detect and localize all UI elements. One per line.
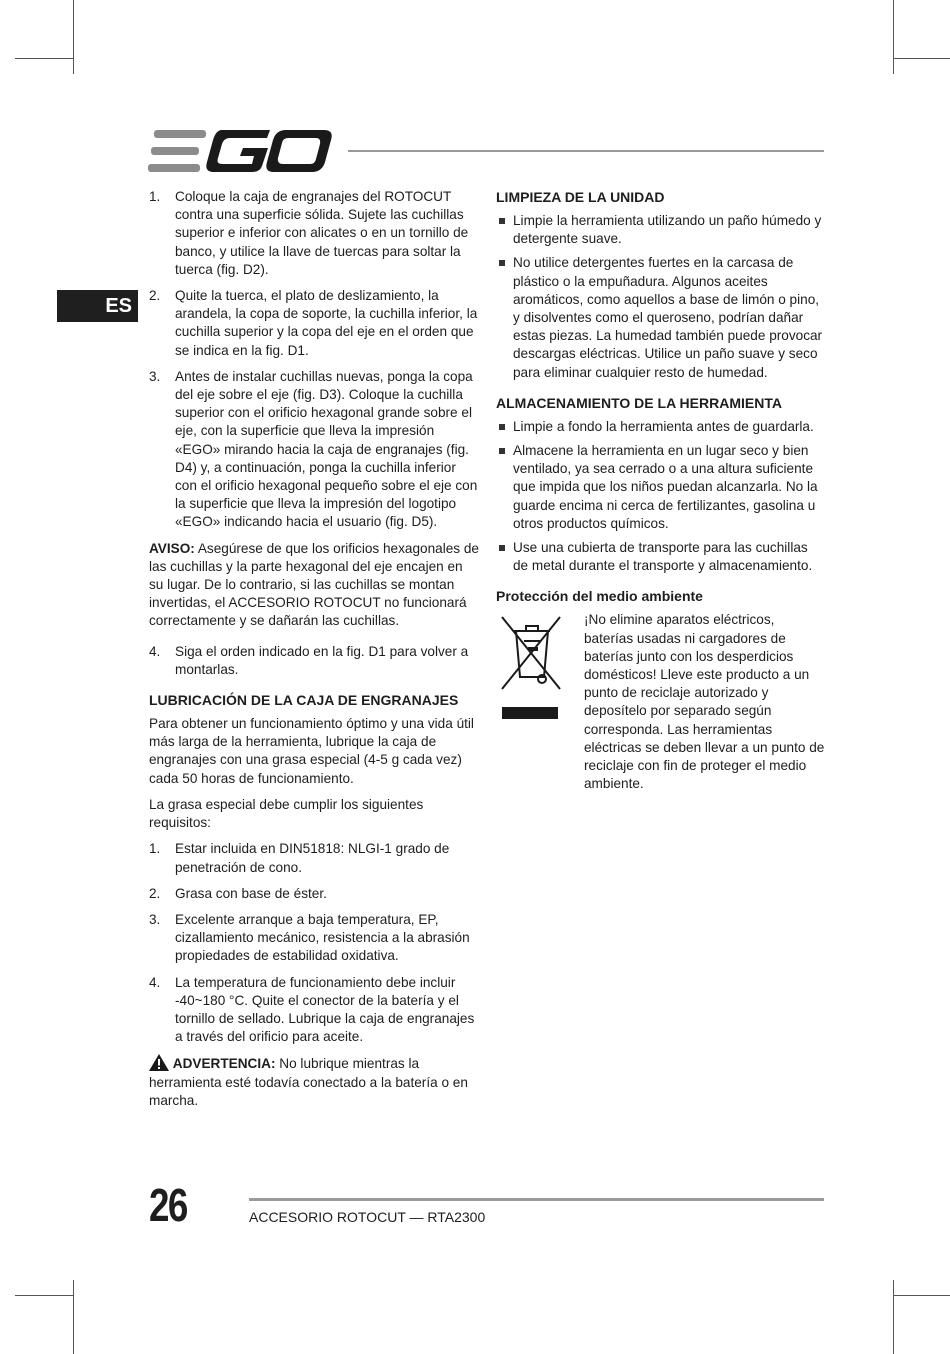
crop-mark xyxy=(893,1280,894,1354)
page-number: 26 xyxy=(149,1179,187,1231)
warning-triangle-icon xyxy=(149,1054,169,1071)
bullet-icon xyxy=(496,254,513,381)
list-item xyxy=(496,212,826,248)
crop-mark xyxy=(893,58,950,59)
list-item xyxy=(149,885,479,903)
step-number: 2. xyxy=(149,885,161,901)
steps-list xyxy=(149,188,479,532)
list-item xyxy=(149,368,479,532)
warning-paragraph xyxy=(149,1054,479,1110)
step-number: 3. xyxy=(149,368,161,384)
bullet-text: Use una cubierta de transporte para las cuchillas de metal durante el transporte y almacenamiento. xyxy=(513,540,813,574)
crop-mark xyxy=(893,0,894,74)
section-heading: LUBRICACIÓN DE LA CAJA DE ENGRANAJES xyxy=(149,692,459,709)
warning-text: No lubrique mientras la herramienta esté todavía conectado a la batería o en marcha. xyxy=(149,1056,468,1108)
notice-paragraph xyxy=(149,540,479,631)
footer-title: ACCESORIO ROTOCUT — RTA2300 xyxy=(249,1209,486,1225)
ego-logo xyxy=(148,128,333,174)
step-text: La temperatura de funcionamiento debe incluir -40~180 °C. Quite el conector de la batería y el tornillo de sellado. Lubrique la caja de engranajes a través del orificio para aceite. xyxy=(175,974,475,1045)
bullet-icon xyxy=(496,539,513,575)
list-item xyxy=(496,418,826,436)
list-item xyxy=(149,840,479,876)
step-text: Grasa con base de éster. xyxy=(175,885,327,901)
step-number: 1. xyxy=(149,189,161,204)
step-number: 2. xyxy=(149,288,161,304)
right-column xyxy=(496,188,826,793)
step-text: Quite la tuerca, el plato de deslizamiento, la arandela, la copa de soporte, la cuchilla inferior, la cuchilla superior y la copa del eje en el orden que se indica en la fig. D1. xyxy=(175,288,478,358)
env-text: ¡No elimine aparatos eléctricos, baterías usadas ni cargadores de baterías junto con los desperdicios domésticos! Lleve este producto a un punto de reciclaje autorizado y deposítelo por separado según corresponda. Las herramientas eléctricas se deben llevar a un punto de reciclaje con fin de proteger el medio ambiente. xyxy=(584,612,825,792)
step-number: 1. xyxy=(149,841,161,857)
paragraph: Para obtener un funcionamiento óptimo y una vida útil más larga de la herramienta, lubrique la caja de engranajes con una grasa especial (4-5 g cada vez) cada 50 horas de funcionamiento. xyxy=(149,716,474,786)
list-item xyxy=(149,188,479,279)
bullet-icon xyxy=(496,418,513,436)
list-item xyxy=(496,254,826,381)
warning-label: ADVERTENCIA: xyxy=(172,1056,276,1072)
header-rule xyxy=(348,150,824,152)
bullet-text: Limpie la herramienta utilizando un paño húmedo y detergente suave. xyxy=(513,213,822,247)
list-item xyxy=(149,287,479,360)
step-number: 4. xyxy=(149,974,161,990)
section-heading: LIMPIEZA DE LA UNIDAD xyxy=(496,189,665,205)
crossed-out-wheelie-bin-icon xyxy=(496,611,566,721)
cleaning-list xyxy=(496,212,826,382)
bullet-icon xyxy=(496,212,513,248)
step-text: Estar incluida en DIN51818: NLGI-1 grado de penetración de cono. xyxy=(175,841,450,875)
steps-list xyxy=(149,643,479,679)
step-text: Antes de instalar cuchillas nuevas, ponga la copa del eje sobre el eje (fig. D3). Coloque la cuchilla superior con el orificio hexagonal grande sobre el eje, con la superficie que lleva la impresión «EGO» mirando hacia la caja de engranajes (fig. D4) y, a continuación, ponga la cuchilla inferior con el orificio hexagonal pequeño sobre el eje con la superficie que lleva la impresión del logotipo «EGO» indicando hacia el usuario (fig. D5). xyxy=(175,368,478,530)
environment-block xyxy=(496,611,826,793)
list-item xyxy=(496,539,826,575)
crop-mark xyxy=(893,1295,950,1296)
footer-rule xyxy=(249,1198,824,1201)
crop-mark xyxy=(15,1295,73,1296)
bullet-text: Limpie a fondo la herramienta antes de guardarla. xyxy=(513,418,814,434)
language-tab: ES xyxy=(57,290,138,322)
paragraph: La grasa especial debe cumplir los siguientes requisitos: xyxy=(149,796,424,831)
notice-text: Asegúrese de que los orificios hexagonales de las cuchillas y la parte hexagonal del eje encajen en su lugar. De lo contrario, si las cuchillas se montan invertidas, el ACCESORIO ROTOCUT no funcionará correctamente y se dañarán las cuchillas. xyxy=(149,540,479,629)
section-heading: ALMACENAMIENTO DE LA HERRAMIENTA xyxy=(496,394,782,411)
list-item xyxy=(149,974,479,1047)
env-icon-container xyxy=(496,611,584,793)
requirements-list xyxy=(149,840,479,1046)
step-number: 4. xyxy=(149,643,161,659)
crop-mark xyxy=(73,1280,74,1354)
bullet-icon xyxy=(496,442,513,533)
section-heading: Protección del medio ambiente xyxy=(496,588,703,605)
bullet-text: Almacene la herramienta en un lugar seco y bien ventilado, ya sea cerrado o a una altura suficiente que impida que los niños puedan alcanzarla. No la guarde encima ni cerca de fertilizantes, gasolina u otros productos químicos. xyxy=(513,443,818,531)
storage-list xyxy=(496,418,826,576)
step-text: Coloque la caja de engranajes del ROTOCUT contra una superficie sólida. Sujete las cuchillas superior e inferior con alicates o en un tornillo de banco, y utilice la llave de tuercas para soltar la tuerca (fig. D2). xyxy=(175,189,469,277)
bullet-text: No utilice detergentes fuertes en la carcasa de plástico o la empuñadura. Algunos aceites aromáticos, como aquellos a base de limón o pino, y disolventes como el queroseno, podrían dañar estas piezas. La humedad también puede provocar descargas eléctricas. Utilice un paño suave y seco para eliminar cualquier resto de humedad. xyxy=(513,255,823,380)
list-item xyxy=(496,442,826,533)
list-item xyxy=(149,643,479,679)
step-number: 3. xyxy=(149,911,161,927)
list-item xyxy=(149,911,479,966)
left-column xyxy=(149,188,479,1118)
step-text: Siga el orden indicado en la fig. D1 para volver a montarlas. xyxy=(175,643,469,677)
crop-mark xyxy=(15,58,73,59)
step-text: Excelente arranque a baja temperatura, EP, cizallamiento mecánico, resistencia a la abrasión propiedades de estabilidad oxidativa. xyxy=(175,911,470,964)
notice-label: AVISO: xyxy=(149,540,195,556)
crop-mark xyxy=(73,0,74,74)
